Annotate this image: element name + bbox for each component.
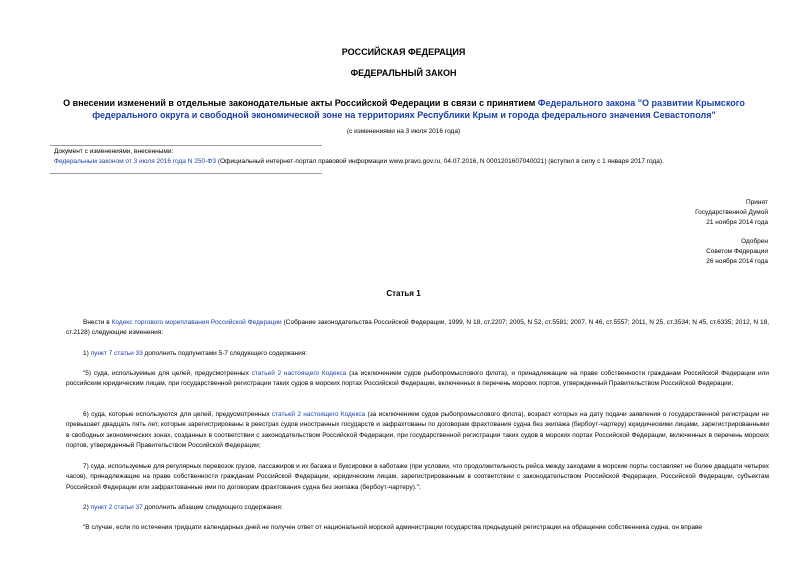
- article-heading: Статья 1: [386, 289, 421, 298]
- p3-b: (за исключением судов рыбопромыслового флота), и принадлежащие на праве собственности гражданам Российской Федерации или российским юридическим лицам, при государственной регистрации таких судов в морских портах Российской Федерации, включенных в перечень морских портов, утвержденный Правительством Российской Федерации;: [66, 370, 769, 388]
- p6-a: 2): [83, 504, 91, 511]
- p4-b: (за исключением судов рыбопромыслового флота), возраст которых на дату подачи заявления о государственной регистрации не превышает двадцать пять лет, которые зарегистрированы в реестрах судов иностранных государств и зафрахтованы по договорам фрахтования судна без экипажа (бербоут-чартеру) юридическими лицами, зарегистрированными в свободных экономических зонах, созданных в соответствии с законодательством Российской Федерации, при государственной регистрации таких судов в морских портах Российской Федерации, включенных в перечень морских портов, утвержденный Правительством Российской Федерации;: [66, 411, 769, 449]
- paragraph-item-2: [66, 503, 769, 513]
- approved-l1: Одобрен: [741, 238, 768, 245]
- header-country: РОССИЙСКАЯ ФЕДЕРАЦИЯ: [341, 47, 466, 57]
- item-7-art-33-link[interactable]: пункт 7 статьи 33: [90, 350, 143, 357]
- p1-a: Внести в: [83, 319, 112, 326]
- law-title-link[interactable]: Федерального закона "О развитии Крымского федерального округа и свободной экономической зоне на территориях Республики Крым и города федерального значения Севастополя": [92, 98, 745, 120]
- p4-a: 6) суда, которые используются для целей, предусмотренных: [83, 411, 272, 418]
- paragraph-item-1: [66, 349, 769, 359]
- law-title: [50, 97, 758, 121]
- adopted-block: [695, 198, 768, 228]
- changes-tail: (Официальный интернет-портал правовой информации www.pravo.gov.ru, 04.07.2016, N 0001201607040021) (вступил в силу с 1 января 2017 года).: [216, 158, 664, 165]
- p2-a: 1): [83, 350, 91, 357]
- paragraph-subitem-6: [66, 410, 769, 451]
- art-2-link-b[interactable]: статьей 2 настоящего Кодекса: [271, 411, 366, 418]
- p2-b: дополнить подпунктами 5-7 следующего содержания:: [142, 350, 308, 357]
- paragraph-subitem-5: [66, 369, 769, 390]
- law-title-text: О внесении изменений в отдельные законодательные акты Российской Федерации в связи с принятием: [63, 98, 538, 108]
- p1-b: (Собрание законодательства Российской Федерации, 1999, N 18, ст.2207; 2005, N 52, ст.5581; 2007, N 46, ст.5557; 2011, N 25, ст.3534; N 45, ст.6335; 2012, N 18, ст.2128) следующие изменения:: [66, 319, 769, 337]
- divider-bottom: [50, 173, 322, 174]
- approved-l2: Советом Федерации: [706, 248, 768, 255]
- p3-a: "5) суда, используемые для целей, предусмотренных: [83, 370, 252, 377]
- approved-block: [706, 237, 768, 267]
- revision-note: (с изменениями на 3 июля 2016 года): [346, 128, 461, 135]
- changes-label: Документ с изменениями, внесенными:: [54, 148, 174, 155]
- adopted-l1: Принят: [745, 199, 768, 206]
- item-2-art-37-link[interactable]: пункт 2 статьи 37: [90, 504, 143, 511]
- code-link[interactable]: Кодекс торгового мореплавания Российской Федерации: [111, 319, 282, 326]
- paragraph-new-clause: "В случае, если по истечении тридцати календарных дней не получен ответ от национальной морской администрации государства предыдущей регистрации на обращение собственника судна, он вправе: [83, 524, 702, 531]
- paragraph-subitem-7: 7) суда, используемые для регулярных перевозок грузов, пассажиров и их багажа и буксировки в каботаже (при условии, что продолжительность рейса между заходами в морские порты составляет не более двадцати четырех часов), принадлежащие на праве собственности гражданам Российской Федерации, юридическим лицам, зарегистрированным в соответствии с законодательством Российской Федерации, Российской Федерации, субъектам Российской Федерации или зафрахтованные ими по договорам фрахтования судна без экипажа (бербоут-чартеру).";: [66, 463, 769, 491]
- adopted-l2: Государственной Думой: [695, 209, 768, 216]
- paragraph-intro: [66, 318, 769, 339]
- adopted-l3: 21 ноября 2014 года: [706, 219, 768, 226]
- header-law-type: ФЕДЕРАЛЬНЫЙ ЗАКОН: [350, 68, 457, 78]
- p6-b: дополнить абзацем следующего содержания:: [142, 504, 283, 511]
- changes-line: [54, 158, 774, 165]
- approved-l3: 26 ноября 2014 года: [706, 258, 768, 265]
- divider-top: [50, 145, 322, 146]
- art-2-link-a[interactable]: статьей 2 настоящего Кодекса: [251, 370, 347, 377]
- amending-law-link[interactable]: Федеральным законом от 3 июля 2016 года N 250-ФЗ: [54, 158, 217, 165]
